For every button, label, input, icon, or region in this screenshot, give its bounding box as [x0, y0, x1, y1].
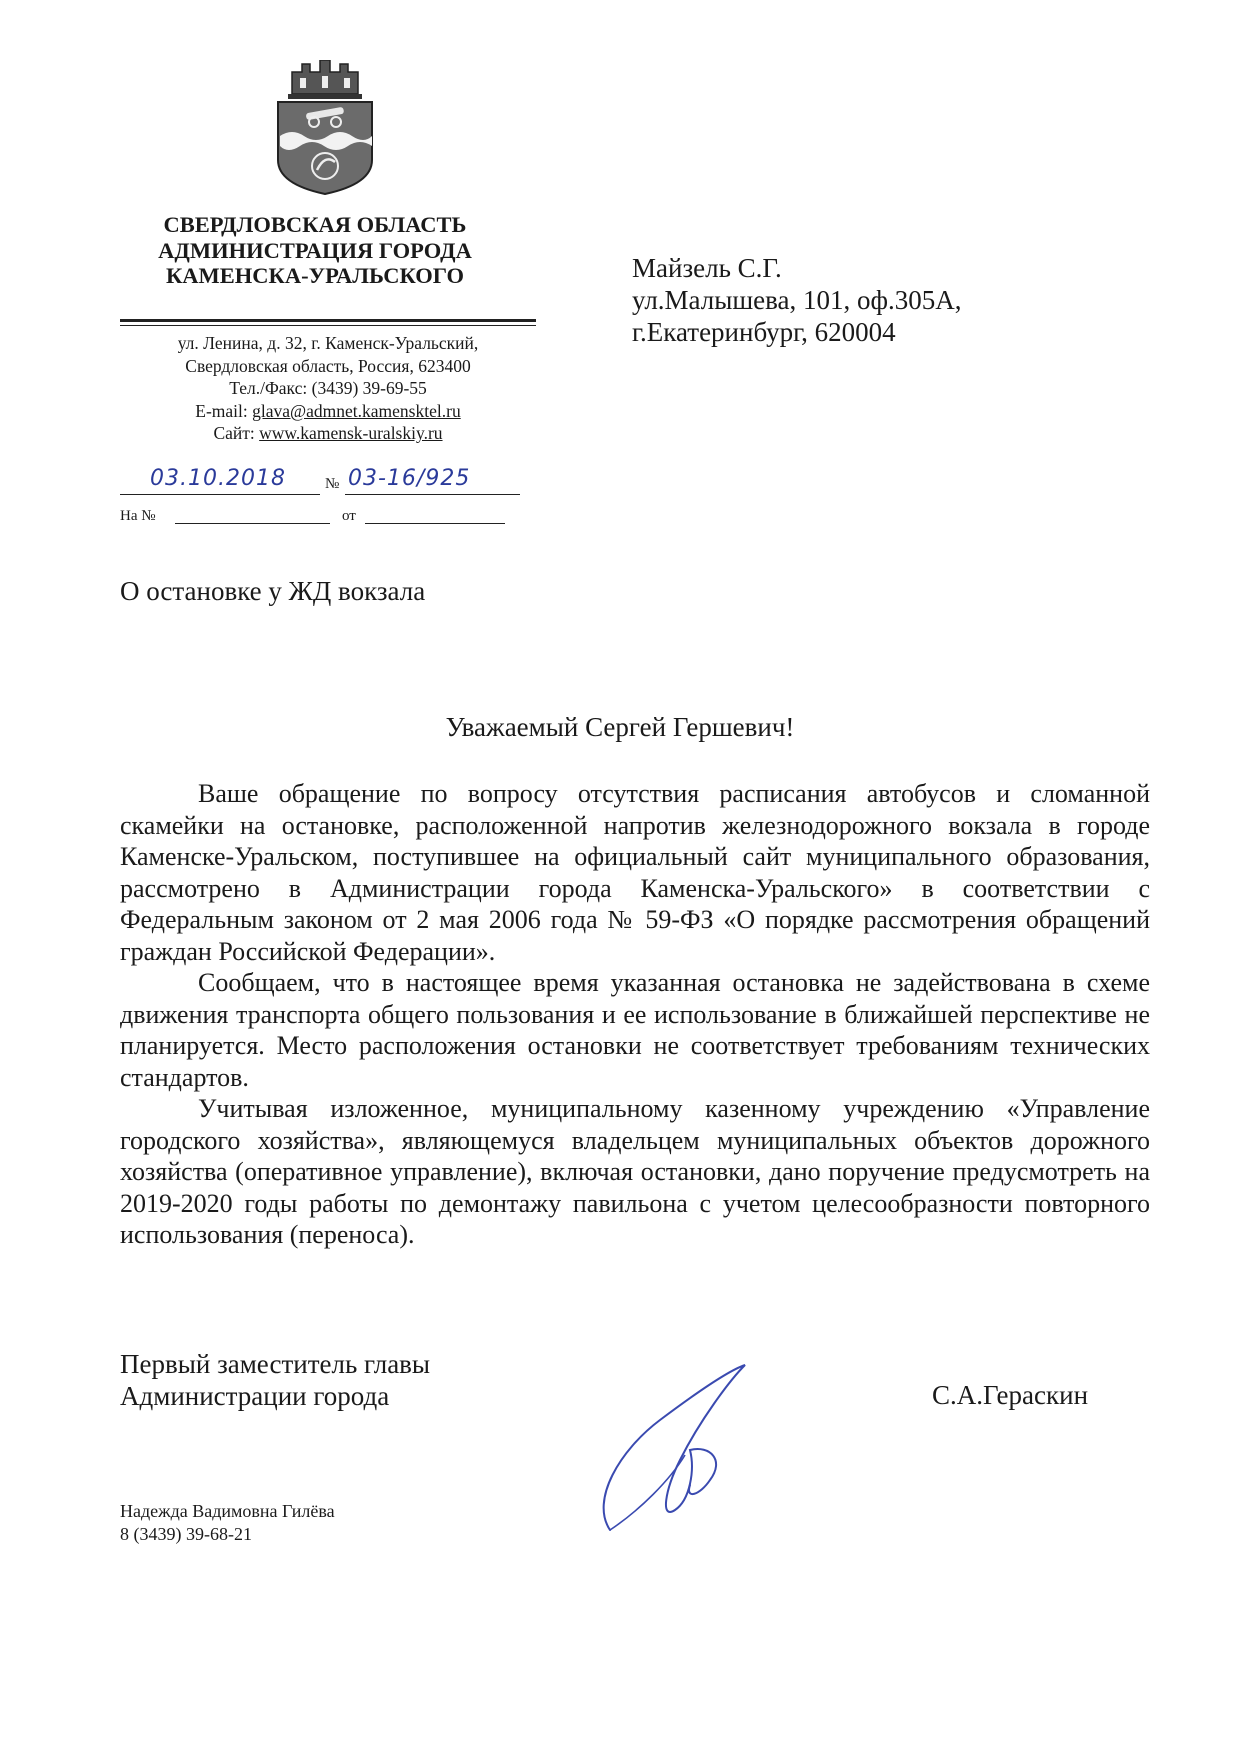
- reference-number-blank: [175, 523, 330, 524]
- letterhead-divider-thin: [120, 325, 536, 326]
- reference-number-label: На №: [120, 508, 156, 524]
- reference-line: [120, 508, 520, 528]
- recipient-name: Майзель С.Г.: [632, 253, 782, 283]
- executor-phone: 8 (3439) 39-68-21: [120, 1524, 252, 1544]
- email-link[interactable]: glava@admnet.kamensktel.ru: [252, 400, 461, 421]
- reference-date-blank: [365, 523, 505, 524]
- letter-body: [120, 778, 1150, 1251]
- executor-info: [120, 1500, 335, 1546]
- reference-date-label: от: [342, 508, 356, 524]
- letterhead-divider: [120, 319, 536, 322]
- registration-number: 03-16/925: [348, 466, 471, 491]
- number-sign: №: [325, 476, 340, 492]
- recipient-street: ул.Малышева, 101, оф.305А,: [632, 285, 962, 315]
- organization-address: [120, 332, 536, 445]
- email-row: [120, 400, 536, 423]
- executor-name: Надежда Вадимовна Гилёва: [120, 1501, 335, 1521]
- recipient-city: г.Екатеринбург, 620004: [632, 317, 896, 347]
- org-line: СВЕРДЛОВСКАЯ ОБЛАСТЬ: [163, 212, 467, 237]
- body-paragraph: Сообщаем, что в настоящее время указанная остановка не задействована в схеме движения транспорта общего пользования и ее использование в ближайшей перспективе не планируется. Место расположения остановки не соответствует требованиям технических стандартов.: [120, 968, 1150, 1092]
- greeting: Уважаемый Сергей Гершевич!: [445, 712, 795, 742]
- letter-subject: О остановке у ЖД вокзала: [120, 576, 426, 606]
- number-underline: [345, 494, 520, 495]
- handwritten-signature: [580, 1360, 780, 1540]
- body-paragraph: Ваше обращение по вопросу отсутствия расписания автобусов и сломанной скамейки на остановке, расположенной напротив железнодорожного вокзала в городе Каменске-Уральском, поступившее на официальный сайт муниципального образования, рассмотрено в Администрации города Каменска-Уральского» в соответствии с Федеральным законом от 2 мая 2006 года № 59-ФЗ «О порядке рассмотрения обращений граждан Российской Федерации».: [120, 779, 1150, 966]
- body-paragraph: Учитывая изложенное, муниципальному казенному учреждению «Управление городского хозяйства», являющемуся владельцем муниципальных объектов дорожного хозяйства (оперативное управление), включая остановки, дано поручение предусмотреть на 2019-2020 годы работы по демонтажу павильона с учетом целесообразности повторного использования (переноса).: [120, 1094, 1150, 1249]
- signer-name: С.А.Гераскин: [932, 1380, 1089, 1410]
- org-line: КАМЕНСКА-УРАЛЬСКОГО: [165, 263, 465, 288]
- address-line: ул. Ленина, д. 32, г. Каменск-Уральский,: [177, 333, 479, 353]
- signatory-title-line: Администрации города: [120, 1381, 390, 1411]
- registration-date: 03.10.2018: [150, 466, 286, 491]
- site-label: Сайт:: [213, 423, 260, 443]
- signatory-title-line: Первый заместитель главы: [120, 1349, 431, 1379]
- date-underline: [120, 494, 320, 495]
- site-link[interactable]: www.kamensk-uralskiy.ru: [259, 423, 443, 443]
- organization-name: [100, 212, 530, 289]
- address-line: Свердловская область, Россия, 623400: [185, 355, 471, 376]
- email-label: E-mail:: [195, 400, 253, 421]
- registration-line: [120, 466, 520, 498]
- phone-fax: Тел./Факс: (3439) 39-69-55: [229, 378, 427, 398]
- coat-of-arms-icon: [270, 60, 380, 195]
- recipient-block: [632, 252, 962, 348]
- site-row: [120, 422, 536, 445]
- signatory-title: [120, 1348, 430, 1412]
- org-line: АДМИНИСТРАЦИЯ ГОРОДА: [158, 237, 472, 263]
